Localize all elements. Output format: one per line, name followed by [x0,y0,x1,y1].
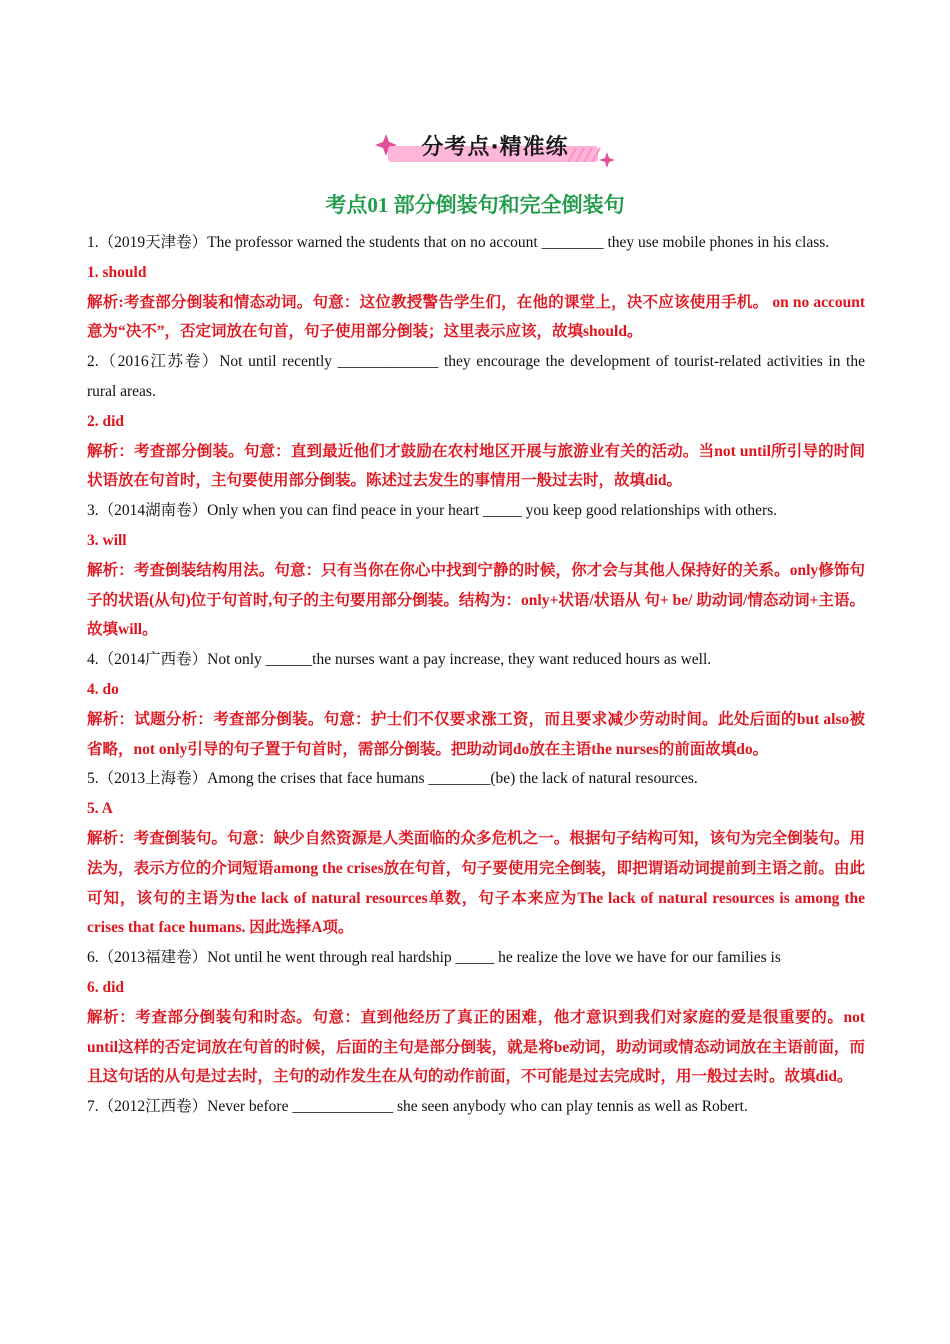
explanation-text: 解析：考查倒装结构用法。句意：只有当你在你心中找到宁静的时候，你才会与其他人保持好的关系。only修饰句子的状语(从句)位于句首时,句子的主句要用部分倒装。结构为：only+状语/状语从 句+ be/ 助动词/情态动词+主语。故填will。 [87,561,865,639]
answer-text: 6. did [87,978,125,996]
question-item-4 [87,645,865,764]
answer-text: 4. do [87,680,119,698]
question-item-3 [87,496,865,645]
section-banner [372,124,618,172]
question-text: 7.（2012江西卷）Never before _____________ she seen anybody who can play tennis as well as Robert. [87,1098,748,1116]
answer-text: 2. did [87,412,125,430]
question-text: 1.（2019天津卷）The professor warned the students that on no account ________ they use mobile phones in his class. [87,234,830,251]
question-item-6 [87,943,865,1092]
explanation-text: 解析：考查部分倒装句和时态。句意：直到他经历了真正的困难，他才意识到我们对家庭的爱是很重要的。not until这样的否定词放在句首的时候，后面的主句是部分倒装，就是将be动词，助动词或情态动词放在主语前面，而且这句话的从句是过去时，主句的动作发生在从句的动作前面，不可能是过去完成时，用一般过去时。故填did。 [87,1008,865,1086]
question-item-7 [87,1092,865,1122]
question-item-2 [87,347,865,496]
answer-text: 3. will [87,531,127,549]
explanation-text: 解析:考查部分倒装和情态动词。句意：这位教授警告学生们，在他的课堂上，决不应该使用手机。 on no account意为“决不”，否定词放在句首，句子使用部分倒装；这里表示应该，故填should。 [87,293,865,341]
question-text: 5.（2013上海卷）Among the crises that face humans ________(be) the lack of natural resources. [87,770,698,788]
question-item-5 [87,764,865,943]
explanation-text: 解析：考查倒装句。句意：缺少自然资源是人类面临的众多危机之一。根据句子结构可知，该句为完全倒装句。用法为，表示方位的介词短语among the crises放在句首，句子要使用完全倒装，即把谓语动词提前到主语之前。由此可知，该句的主语为the lack of natural resources单数，句子本来应为The lack of natural resources is among the crises that face humans. 因此选择A项。 [87,829,865,937]
explanation-text: 解析：考查部分倒装。句意：直到最近他们才鼓励在农村地区开展与旅游业有关的活动。当not until所引导的时间状语放在句首时，主句要使用部分倒装。陈述过去发生的事情用一般过去时，故填did。 [87,442,865,490]
answer-text: 5. A [87,800,113,818]
question-text: 4.（2014广西卷）Not only ______the nurses want a pay increase, they want reduced hours as well. [87,651,712,669]
banner-title: 分考点·精准练 [421,135,569,160]
question-text: 3.（2014湖南卷）Only when you can find peace in your heart _____ you keep good relationships with others. [87,502,778,520]
question-list [87,228,865,1122]
question-text: 2.（2016江苏卷）Not until recently _____________ they encourage the development of tourist-related activities in the rural areas. [87,353,865,400]
question-item-1 [87,228,865,347]
explanation-text: 解析：试题分析：考查部分倒装。句意：护士们不仅要求涨工资，而且要求减少劳动时间。此处后面的but also被省略，not only引导的句子置于句首时，需部分倒装。把助动词do放在主语the nurses的前面故填do。 [87,710,865,758]
question-text: 6.（2013福建卷）Not until he went through real hardship _____ he realize the love we have for our families is [87,949,781,967]
section-title: 考点01 部分倒装句和完全倒装句 [325,193,625,217]
answer-text: 1. should [87,263,147,281]
